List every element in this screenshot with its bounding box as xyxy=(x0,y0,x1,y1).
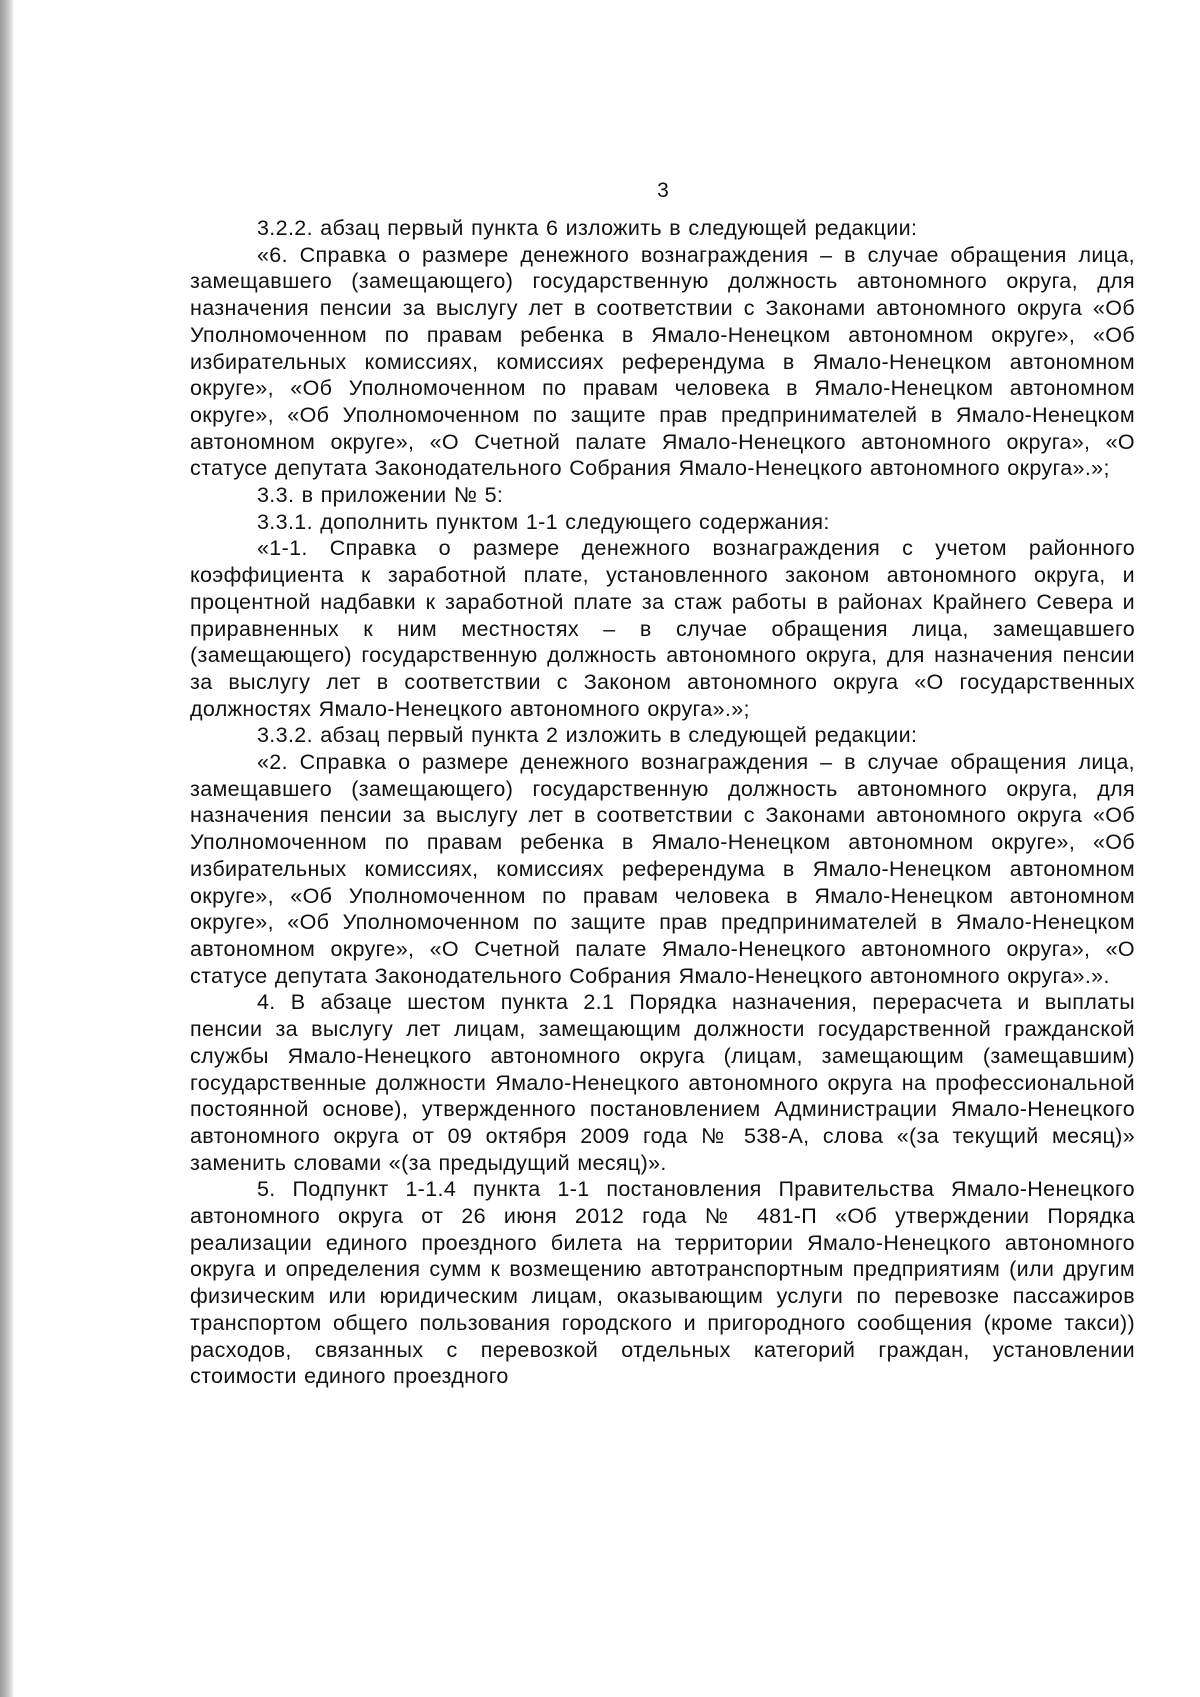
paragraph-3-3-1-heading: 3.3.1. дополнить пунктом 1-1 следующего содержания: xyxy=(257,509,830,534)
paragraph-3-2-2-heading: 3.2.2. абзац первый пункта 6 изложить в следующей редакции: xyxy=(257,216,918,240)
document-body xyxy=(190,215,1135,1390)
paragraph-5: 5. Подпункт 1-1.4 пункта 1-1 постановления Правительства Ямало-Ненецкого автономного округа от 26 июня 2012 года № 481-П «Об утверждении Порядка реализации единого проездного билета на территории Ямало-Ненецкого автономного округа и определения сумм к возмещению автотранспортным предприятиям (или другим физическим или юридическим лицам, оказывающим услуги по перевозке пассажиров транспортом общего пользования городского и пригородного сообщения (кроме такси)) расходов, связанных с перевозкой отдельных категорий граждан, установлении стоимости единого проездного xyxy=(190,1177,1135,1389)
paragraph-4: 4. В абзаце шестом пункта 2.1 Порядка назначения, перерасчета и выплаты пенсии за выслугу лет лицам, замещающим должности государственной гражданской службы Ямало-Ненецкого автономного округа (лицам, замещающим (замещавшим) государственные должности Ямало-Ненецкого автономного округа на профессиональной постоянной основе), утвержденного постановлением Администрации Ямало-Ненецкого автономного округа от 09 октября 2009 года № 538-А, слова «(за текущий месяц)» заменить словами «(за предыдущий месяц)». xyxy=(190,990,1135,1175)
scan-edge-shadow xyxy=(0,0,14,1697)
paragraph-3-3-heading: 3.3. в приложении № 5: xyxy=(257,483,504,508)
page-number: 3 xyxy=(657,179,669,202)
paragraph-3-3-1-text: «1-1. Справка о размере денежного вознаграждения с учетом районного коэффициента к заработной плате, установленного законом автономного округа, и процентной надбавки к заработной плате за стаж работы в районах Крайнего Севера и приравненных к ним местностях – в случае обращения лица, замещавшего (замещающего) государственную должность автономного округа, для назначения пенсии за выслугу лет в соответствии с Законом автономного округа «О государственных должностях Ямало-Ненецкого автономного округа».»; xyxy=(190,536,1135,721)
paragraph-3-3-2-heading: 3.3.2. абзац первый пункта 2 изложить в следующей редакции: xyxy=(257,723,918,748)
paragraph-3-2-2-text: «6. Справка о размере денежного вознаграждения – в случае обращения лица, замещавшего (замещающего) государственную должность автономного округа, для назначения пенсии за выслугу лет в соответствии с Законами автономного округа «Об Уполномоченном по правам ребенка в Ямало-Ненецком автономном округе», «Об избирательных комиссиях, комиссиях референдума в Ямало-Ненецком автономном округе», «Об Уполномоченном по правам человека в Ямало-Ненецком автономном округе», «Об Уполномоченном по защите прав предпринимателей в Ямало-Ненецком автономном округе», «О Счетной палате Ямало-Ненецкого автономного округа», «О статусе депутата Законодательного Собрания Ямало-Ненецкого автономного округа».»; xyxy=(190,242,1135,481)
paragraph-3-3-2-text: «2. Справка о размере денежного вознаграждения – в случае обращения лица, замещавшего (замещающего) государственную должность автономного округа, для назначения пенсии за выслугу лет в соответствии с Законами автономного округа «Об Уполномоченном по правам ребенка в Ямало-Ненецком автономном округе», «Об избирательных комиссиях, комиссиях референдума в Ямало-Ненецком автономном округе», «Об Уполномоченном по правам человека в Ямало-Ненецком автономном округе», «Об Уполномоченном по защите прав предпринимателей в Ямало-Ненецком автономном округе», «О Счетной палате Ямало-Ненецкого автономного округа», «О статусе депутата Законодательного Собрания Ямало-Ненецкого автономного округа».». xyxy=(190,750,1135,988)
